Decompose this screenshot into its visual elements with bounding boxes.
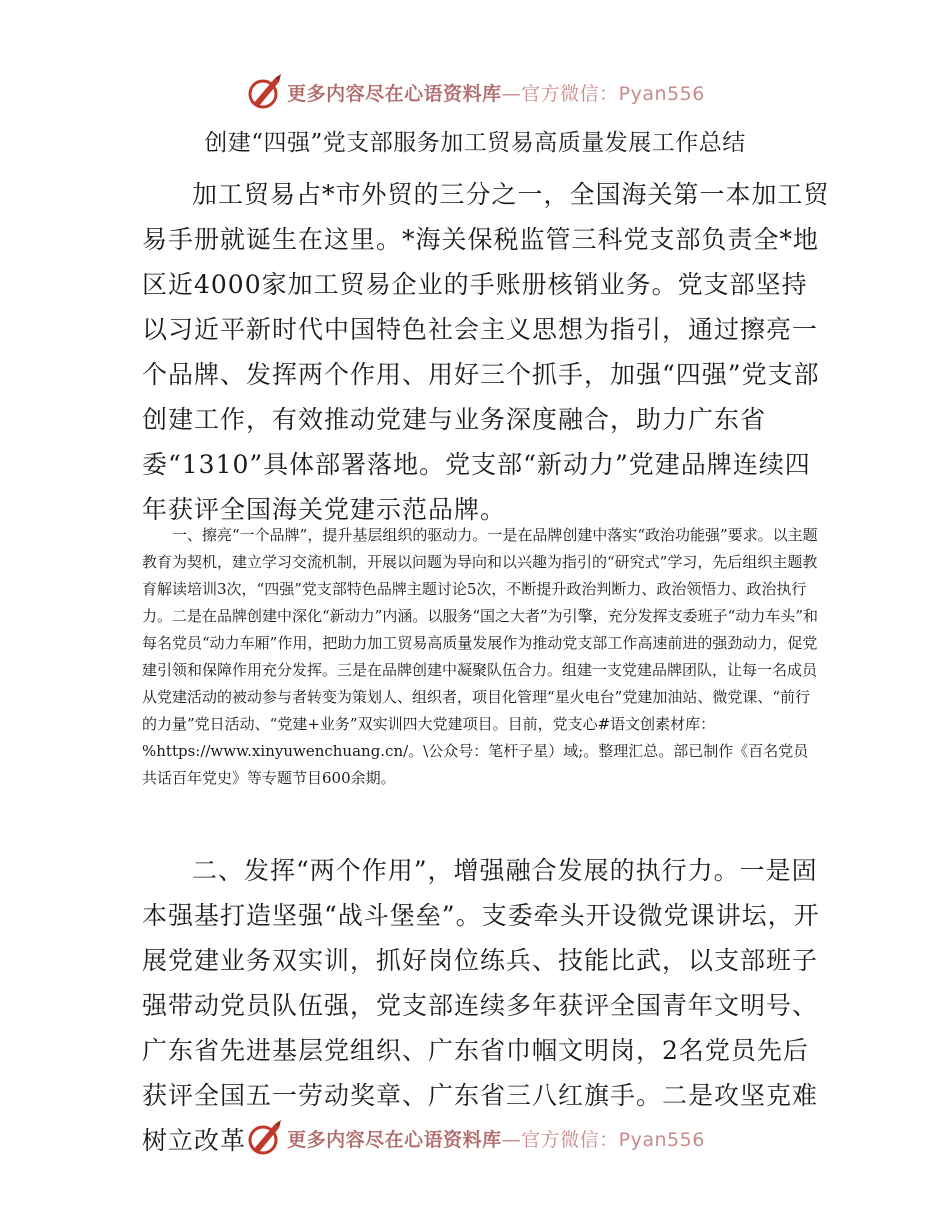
quill-pen-logo-icon — [245, 72, 285, 112]
quill-pen-logo-icon — [245, 1118, 285, 1158]
paragraph-section-two: 二、发挥“两个作用”，增强融合发展的执行力。一是固本强基打造坚强“战斗堡垒”。支委牵头开设微党课讲坛，开展党建业务双实训，抓好岗位练兵、技能比武，以支部班子强带动党员队伍强，党支部连续多年获评全国青年文明号、广东省先进基层党组织、广东省巾帼文明岗，2名党员先后获评全国五一劳动奖章、广东省三八红旗手。二是攻坚克难树立改革 — [142, 856, 820, 1155]
banner-main-text: 更多内容尽在心语资料库 — [287, 82, 502, 105]
paragraph-section-one: 一、擦亮“一个品牌”，提升基层组织的驱动力。一是在品牌创建中落实“政治功能强”要求。以主题教育为契机，建立学习交流机制，开展以问题为导向和以兴趣为指引的“研究式”学习，先后组织主题教育解读培训3次，“四强”党支部特色品牌主题讨论5次，不断提升政治判断力、政治领悟力、政治执行力。二是在品牌创建中深化“新动力”内涵。以服务“国之大者”为引擎，充分发挥支委班子“动力车头”和每名党员“动力车厢”作用，把助力加工贸易高质量发展作为推动党支部工作高速前进的强劲动力，促党建引领和保障作用充分发挥。三是在品牌创建中凝聚队伍合力。组建一支党建品牌团队，让每一名成员从党建活动的被动参与者转变为策划人、组织者，项目化管理“星火电台”党建加油站、微党课、“前行的力量”党日活动、“党建+业务”双实训四大党建项目。目前，党支心#语文创素材库：%https://www.xinyuwenchuang.cn/。\公众号：笔杆子星）域;。整理汇总。部已制作《百名党员共话百年党史》等专题节目600余期。 — [142, 526, 819, 787]
footer-watermark-banner — [0, 1118, 950, 1158]
banner-wechat-text: —官方微信：Pyan556 — [501, 82, 705, 105]
banner-wechat-text: —官方微信：Pyan556 — [501, 1128, 705, 1151]
document-title: 创建“四强”党支部服务加工贸易高质量发展工作总结 — [204, 130, 746, 156]
banner-main-text: 更多内容尽在心语资料库 — [287, 1128, 502, 1151]
header-watermark-banner — [0, 72, 950, 112]
paragraph-intro: 加工贸易占*市外贸的三分之一，全国海关第一本加工贸易手册就诞生在这里。*海关保税监管三科党支部负责全*地区近4000家加工贸易企业的手账册核销业务。党支部坚持以习近平新时代中国特色社会主义思想为指引，通过擦亮一个品牌、发挥两个作用、用好三个抓手，加强“四强”党支部创建工作，有效推动党建与业务深度融合，助力广东省委“1310”具体部署落地。党支部“新动力”党建品牌连续四年获评全国海关党建示范品牌。 — [142, 180, 830, 524]
